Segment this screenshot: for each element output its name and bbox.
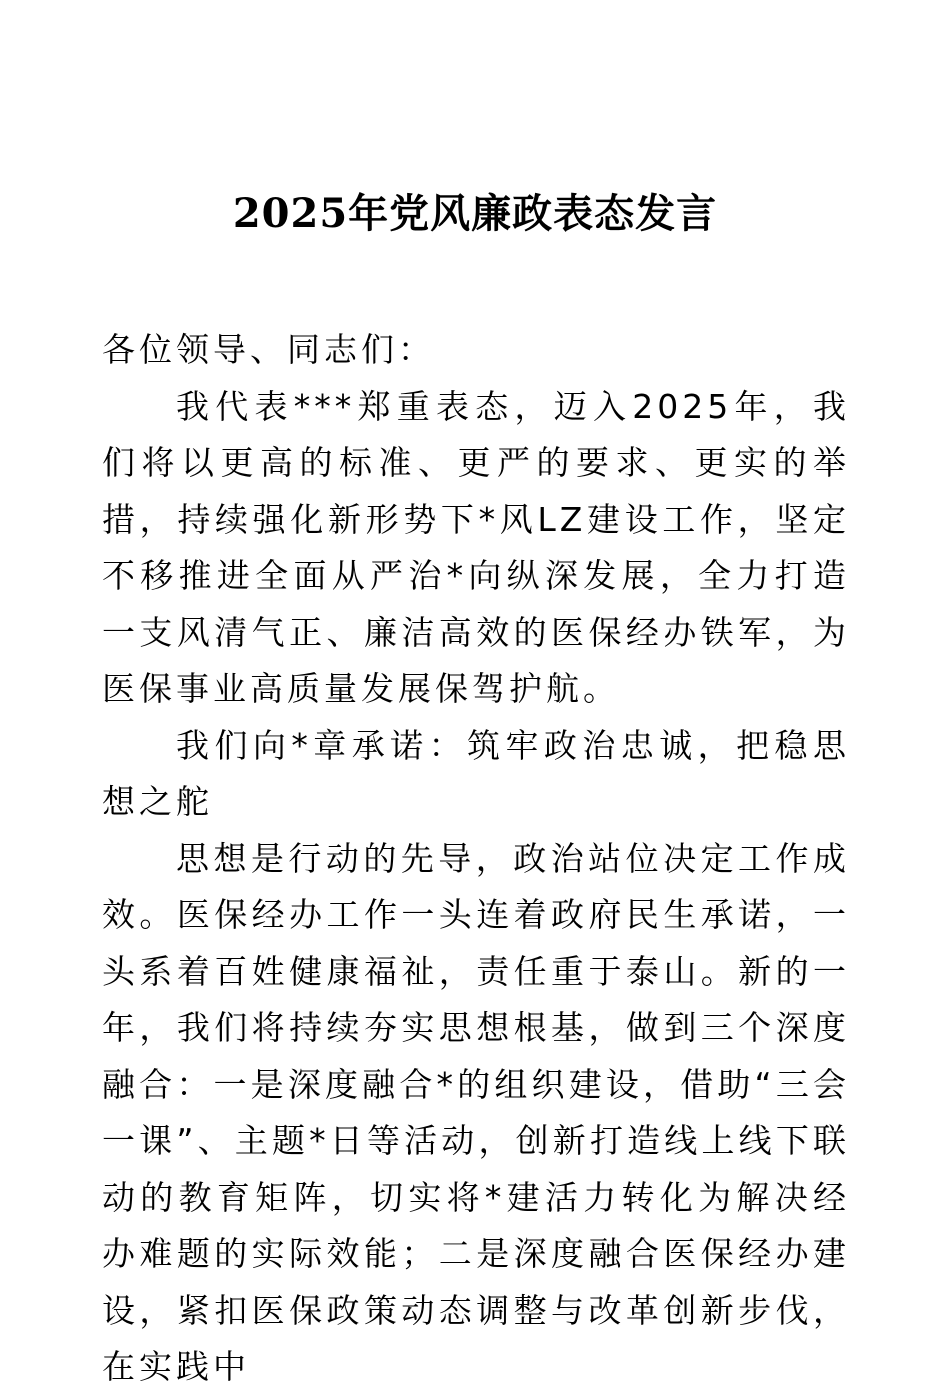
salutation: 各位领导、同志们： xyxy=(102,330,435,369)
section-heading: 我们向*章承诺：筑牢政治忠诚，把稳思想之舵 xyxy=(102,725,850,821)
document-body xyxy=(102,322,850,1396)
paragraph: 我代表***郑重表态，迈入2025年，我们将以更高的标准、更严的要求、更实的举措，持续强化新形势下*风LZ建设工作，坚定不移推进全面从严治*向纵深发展，全力打造一支风清气正、廉洁高效的医保经办铁军，为医保事业高质量发展保驾护航。 xyxy=(102,386,850,708)
document-title: 2025年党风廉政表态发言 xyxy=(232,190,718,237)
paragraph: 思想是行动的先导，政治站位决定工作成效。医保经办工作一头连着政府民生承诺，一头系着百姓健康福祉，责任重于泰山。新的一年，我们将持续夯实思想根基，做到三个深度融合：一是深度融合*的组织建设，借助“三会一课”、主题*日等活动，创新打造线上线下联动的教育矩阵，切实将*建活力转化为解决经办难题的实际效能；二是深度融合医保经办建设，紧扣医保政策动态调整与改革创新步伐，在实践中 xyxy=(102,838,850,1386)
